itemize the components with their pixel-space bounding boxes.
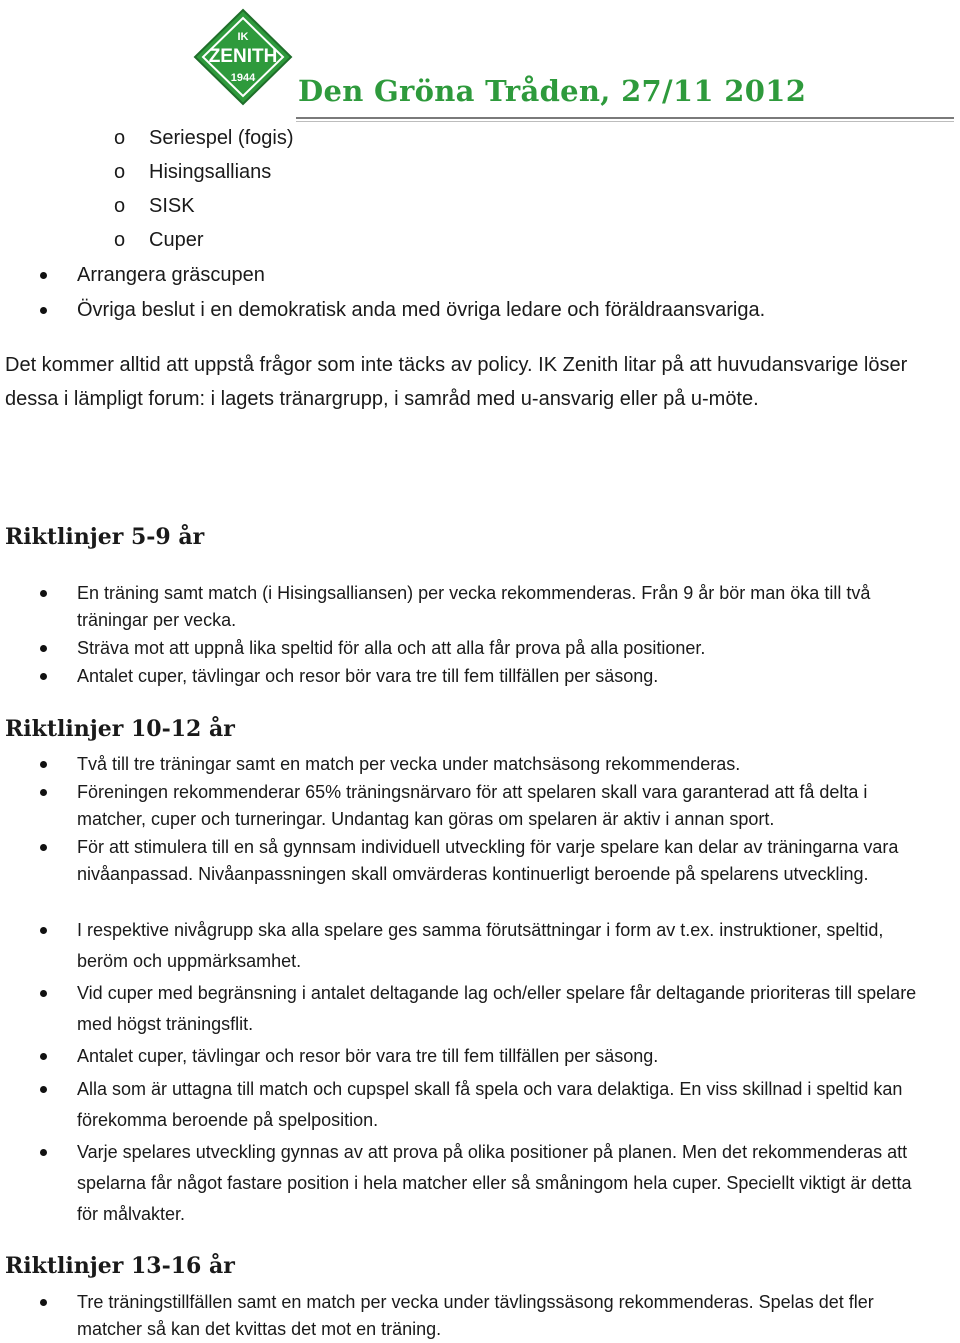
bullet-dot	[40, 673, 47, 680]
sub-list-item	[114, 228, 203, 252]
bullet-dot	[40, 844, 47, 851]
bullet-text: En träning samt match (i Hisingsalliansen) per vecka rekommenderas. Från 9 år bör man öka till två träningar per vecka.	[77, 583, 871, 630]
bullet-text: Föreningen rekommenderar 65% träningsnärvaro för att spelaren skall vara garanterad att få delta i matcher, cuper och turneringar. Undantag kan göras om spelaren är aktiv i annan sport.	[77, 782, 868, 829]
sub-list-text: SISK	[149, 195, 195, 217]
header-divider	[296, 117, 954, 119]
logo-zenith-text: ZENITH	[208, 46, 278, 67]
bullet-text: För att stimulera till en så gynnsam individuell utveckling för varje spelare kan delar av träningarna vara nivåanpassad. Nivåanpassningen skall omvärderas kontinuerligt beroende på spelarens utveckling.	[77, 837, 899, 884]
bullet-dot	[40, 1086, 47, 1093]
sub-list-marker: o	[114, 161, 126, 183]
sub-list-item	[114, 194, 195, 218]
bullet-text: Varje spelares utveckling gynnas av att prova på olika positioner på planen. Men det rekommenderas att spelarna får något fastare position i hela matcher eller så småningom hela cuper. Speciellt viktigt är detta för målvakter.	[77, 1142, 912, 1224]
section-heading: Riktlinjer 5-9 år	[5, 524, 205, 550]
bullet-dot	[40, 990, 47, 997]
bullet-dot	[40, 761, 47, 768]
bullet-dot	[40, 272, 47, 279]
sub-list-text: Cuper	[149, 229, 204, 251]
bullet-text: Antalet cuper, tävlingar och resor bör vara tre till fem tillfällen per säsong.	[77, 1046, 659, 1066]
sub-list-text: Seriespel (fogis)	[149, 127, 294, 149]
bullet-dot	[40, 307, 47, 314]
sub-list-marker: o	[114, 127, 126, 149]
bullet-text: Antalet cuper, tävlingar och resor bör vara tre till fem tillfällen per säsong.	[77, 666, 659, 686]
bullet-text: Övriga beslut i en demokratisk anda med övriga ledare och föräldraansvariga.	[77, 299, 766, 321]
bullet-text: Alla som är uttagna till match och cupspel skall få spela och vara delaktiga. En viss skillnad i speltid kan förekomma beroende på spelposition.	[77, 1079, 903, 1130]
section-heading: Riktlinjer 10-12 år	[5, 716, 235, 742]
sub-list-marker: o	[114, 229, 126, 251]
ik-zenith-logo	[193, 8, 293, 106]
logo-year-text: 1944	[230, 72, 256, 84]
header-divider-thin	[296, 121, 954, 122]
bullet-dot	[40, 789, 47, 796]
logo-ik-text: IK	[237, 31, 249, 43]
bullet-text: Sträva mot att uppnå lika speltid för alla och att alla får prova på alla positioner.	[77, 638, 706, 658]
bullet-dot	[40, 1149, 47, 1156]
bullet-text: Två till tre träningar samt en match per vecka under matchsäsong rekommenderas.	[77, 754, 741, 774]
bullet-dot	[40, 645, 47, 652]
bullet-dot	[40, 1053, 47, 1060]
sub-list-item	[114, 126, 294, 150]
bullet-text: Arrangera gräscupen	[77, 264, 265, 286]
sub-list-text: Hisingsallians	[149, 161, 272, 183]
bullet-dot	[40, 1299, 47, 1306]
bullet-dot	[40, 590, 47, 597]
page-header	[0, 0, 960, 124]
policy-paragraph: Det kommer alltid att uppstå frågor som inte täcks av policy. IK Zenith litar på att huvudansvarige löser dessa i lämpligt forum: i lagets tränargrupp, i samråd med u-ansvarig eller på u-möte.	[5, 354, 908, 410]
bullet-text: Vid cuper med begränsning i antalet deltagande lag och/eller spelare får deltagande prioriteras till spelare med högst träningsflit.	[77, 983, 917, 1034]
section-heading: Riktlinjer 13-16 år	[5, 1253, 235, 1279]
sub-list-marker: o	[114, 195, 126, 217]
bullet-text: I respektive nivågrupp ska alla spelare ges samma förutsättningar i form av t.ex. instruktioner, speltid, beröm och uppmärksamhet.	[77, 920, 884, 971]
sub-list-item	[114, 160, 271, 184]
bullet-dot	[40, 927, 47, 934]
document-title: Den Gröna Tråden, 27/11 2012	[298, 74, 807, 108]
bullet-text: Tre träningstillfällen samt en match per vecka under tävlingssäsong rekommenderas. Spelas det fler matcher så kan det kvittas det mot en träning.	[77, 1292, 874, 1339]
